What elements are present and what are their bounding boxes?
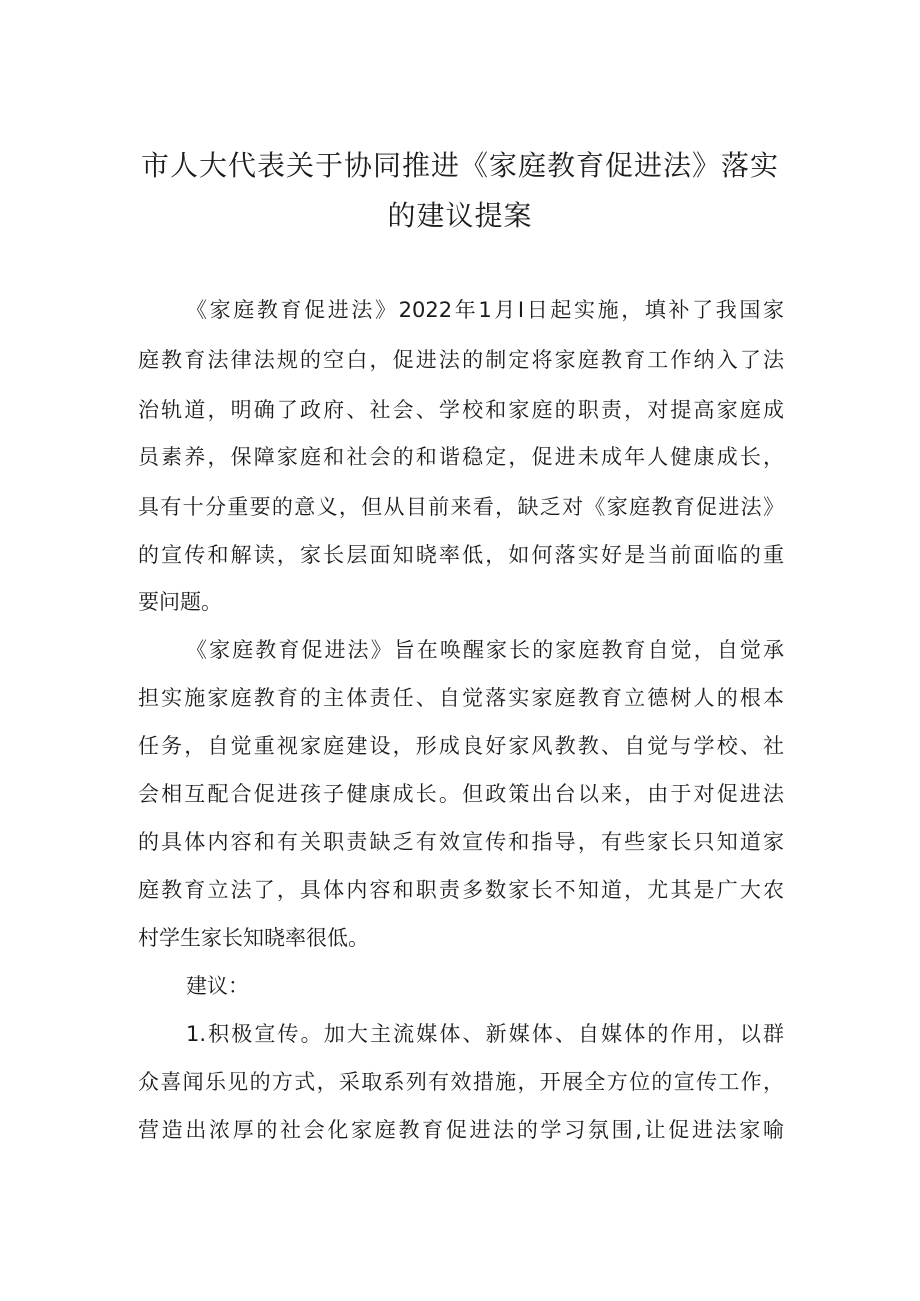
item-1-line-3: 营造出浓厚的社会化家庭教育促进法的学习氛围,让促进法家喻 bbox=[138, 1118, 784, 1142]
paragraph-2-line-1: 《家庭教育促进法》旨在唤醒家长的家庭教育自觉，自觉承 bbox=[186, 638, 784, 662]
paragraph-1-line-1: 《家庭教育促进法》2022年1月I日起实施，填补了我国家 bbox=[186, 298, 784, 322]
paragraph-1-line-6: 的宣传和解读，家长层面知晓率低，如何落实好是当前面临的重 bbox=[138, 543, 784, 567]
paragraph-2-line-6: 庭教育立法了，具体内容和职责多数家长不知道，尤其是广大农 bbox=[138, 878, 784, 902]
document-title-line-1: 市人大代表关于协同推进《家庭教育促进法》落实 bbox=[140, 149, 779, 182]
suggestion-heading: 建议： bbox=[186, 974, 249, 998]
document-title-line-2: 的建议提案 bbox=[387, 199, 533, 232]
paragraph-1-line-2: 庭教育法律法规的空白，促进法的制定将家庭教育工作纳入了法 bbox=[138, 348, 784, 372]
item-1-line-1: 1.积极宣传。加大主流媒体、新媒体、自媒体的作用，以群 bbox=[186, 1022, 784, 1046]
paragraph-1-line-7: 要问题。 bbox=[138, 590, 222, 614]
paragraph-1-line-4: 员素养，保障家庭和社会的和谐稳定，促进未成年人健康成长， bbox=[138, 445, 784, 469]
item-1-line-2: 众喜闻乐见的方式，采取系列有效措施，开展全方位的宣传工作， bbox=[138, 1070, 784, 1094]
paragraph-2-line-4: 会相互配合促进孩子健康成长。但政策出台以来，由于对促进法 bbox=[138, 782, 784, 806]
paragraph-2-line-2: 担实施家庭教育的主体责任、自觉落实家庭教育立德树人的根本 bbox=[138, 686, 784, 710]
paragraph-2-line-7: 村学生家长知晓率很低。 bbox=[138, 926, 369, 950]
paragraph-2-line-3: 任务，自觉重视家庭建设，形成良好家风教教、自觉与学校、社 bbox=[138, 734, 784, 758]
paragraph-1-line-5: 具有十分重要的意义，但从目前来看，缺乏对《家庭教育促进法》 bbox=[138, 495, 784, 519]
paragraph-2-line-5: 的具体内容和有关职责缺乏有效宣传和指导，有些家长只知道家 bbox=[138, 830, 784, 854]
paragraph-1-line-3: 治轨道，明确了政府、社会、学校和家庭的职责，对提高家庭成 bbox=[138, 398, 784, 422]
